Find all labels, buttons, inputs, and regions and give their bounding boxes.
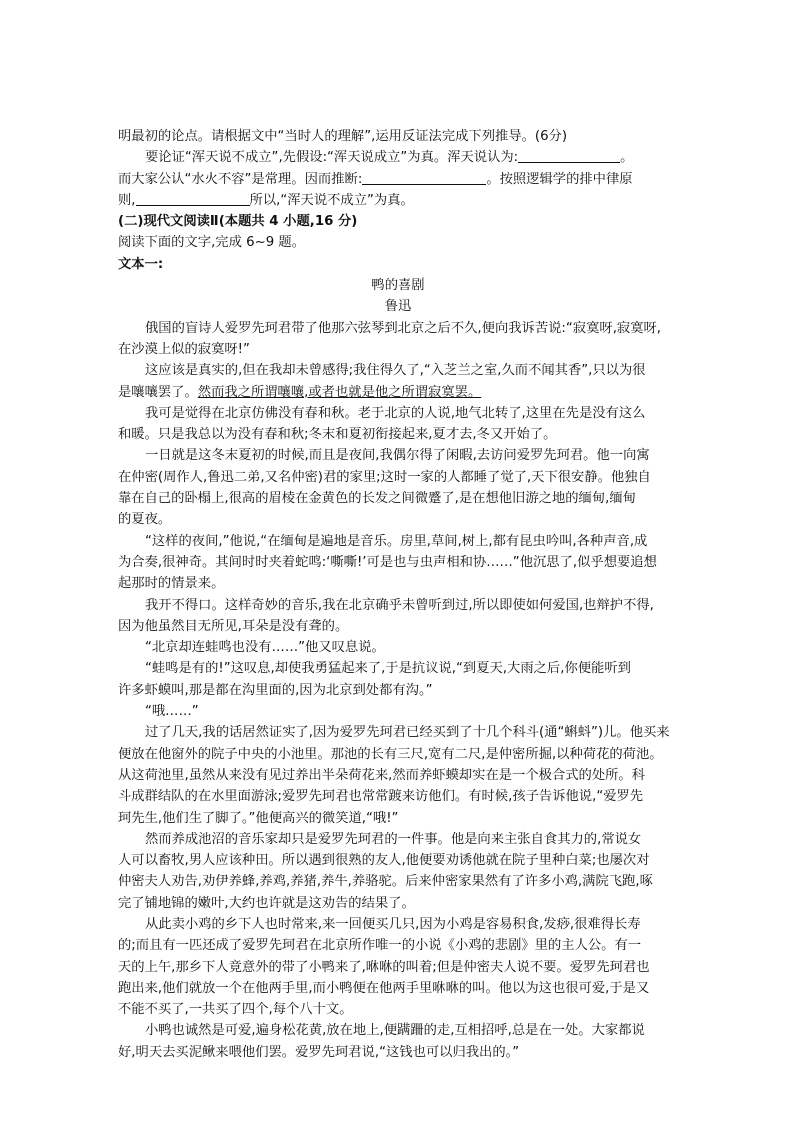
article-line: “北京却连蛙鸣也没有……”他又叹息说。 bbox=[145, 640, 385, 656]
article-line: 仲密夫人劝告,劝伊养蜂,养鸡,养猪,养牛,养骆驼。后来仲密家果然有了许多小鸡,满院飞跑,啄 bbox=[118, 874, 653, 890]
intro-text: 所以,“浑天说不成立”为真。 bbox=[249, 192, 414, 208]
intro-line-3 bbox=[118, 169, 678, 190]
answer-blank-2[interactable] bbox=[362, 171, 486, 185]
article-line: 好,明天去买泥鳅来喂他们罢。爱罗先珂君说,“这钱也可以归我出的。” bbox=[118, 1044, 520, 1060]
article-line: 和暖。只是我总以为没有春和秋;冬末和夏初衔接起来,夏才去,冬又开始了。 bbox=[118, 427, 557, 443]
article-line: 我可是觉得在北京仿佛没有春和秋。老于北京的人说,地气北转了,这里在先是没有这么 bbox=[145, 405, 646, 421]
article-line: 小鸭也诚然是可爱,遍身松花黄,放在地上,便蹒跚的走,互相招呼,总是在一处。大家都说 bbox=[145, 1023, 645, 1039]
article-line: 珂先生,他们生了脚了。”他便高兴的微笑道,“哦!” bbox=[118, 810, 399, 826]
article-line: “哦……” bbox=[145, 704, 199, 720]
intro-text: 而大家公认“水火不容”是常理。因而推断: bbox=[118, 171, 363, 187]
article-line: 天的上午,那乡下人竟意外的带了小鸭来了,咻咻的叫着;但是仲密夫人说不要。爱罗先珂君也 bbox=[118, 959, 650, 975]
article-line: 完了铺地锦的嫩叶,大约也许就是这劝告的结果了。 bbox=[118, 895, 415, 911]
article-line: 因为他虽然目无所见,耳朵是没有聋的。 bbox=[118, 618, 349, 634]
article-line: 这应该是真实的,但在我却未曾感得;我住得久了,“入芝兰之室,久而不闻其香”,只以为很 bbox=[145, 363, 646, 379]
article-line: 俄国的盲诗人爱罗先珂君带了他那六弦琴到北京之后不久,便向我诉苦说:“寂寞呀,寂寞呀, bbox=[145, 320, 662, 336]
article-line: 靠在自己的卧榻上,很高的眉棱在金黄色的长发之间微蹙了,是在想他旧游之地的缅甸,缅甸 bbox=[118, 491, 636, 507]
article-line: 人可以畜牧,男人应该种田。所以遇到很熟的友人,他便要劝诱他就在院子里种白菜;也屡次对 bbox=[118, 853, 650, 869]
article-line: 过了几天,我的话居然证实了,因为爱罗先珂君已经买到了十几个科斗(通“蝌蚪”)儿。他买来 bbox=[145, 725, 670, 741]
article-line: 跑出来,他们就放一个在他两手里,而小鸭便在他两手里咻咻的叫。他以为这也很可爱,于是又 bbox=[118, 980, 650, 996]
article-line: 一日就是这冬末夏初的时候,而且是夜间,我偶尔得了闲暇,去访问爱罗先珂君。他一向寓 bbox=[145, 448, 650, 464]
article-line: 不能不买了,一共买了四个,每个八十文。 bbox=[118, 1002, 353, 1018]
article-line: 为合奏,很神奇。其间时时夹着蛇鸣:‘嘶嘶!’可是也与虫声相和协……”他沉思了,似乎想要追想 bbox=[118, 554, 657, 570]
intro-line-4 bbox=[118, 190, 678, 211]
article-body bbox=[118, 318, 678, 1063]
intro-line-2 bbox=[118, 147, 678, 168]
article-title: 鸭的喜剧 bbox=[371, 278, 425, 294]
article-line: 的;而且有一匹还成了爱罗先珂君在北京所作唯一的小说《小鸡的悲剧》里的主人公。有一 bbox=[118, 938, 642, 954]
article-line: 从这荷池里,虽然从来没有见过养出半朵荷花来,然而养虾蟆却实在是一个极合式的处所。科 bbox=[118, 767, 646, 783]
section-instruction: 阅读下面的文字,完成 6~9 题。 bbox=[118, 235, 306, 251]
article-line: 起那时的情景来。 bbox=[118, 576, 225, 592]
article-line: 便放在他窗外的院子中央的小池里。那池的长有三尺,宽有二尺,是仲密所掘,以种荷花的荷池。 bbox=[118, 746, 663, 762]
answer-blank-1[interactable] bbox=[518, 149, 620, 163]
text-label: 文本一: bbox=[118, 256, 164, 272]
intro-text: 则, bbox=[118, 192, 136, 208]
intro-text: 要论证“浑天说不成立”,先假设:“浑天说成立”为真。浑天说认为: bbox=[145, 150, 519, 166]
intro-text: 。 bbox=[620, 150, 634, 166]
article-line: “蛙鸣是有的!”这叹息,却使我勇猛起来了,于是抗议说,“到夏天,大雨之后,你便能听到 bbox=[145, 661, 631, 677]
underlined-sentence: 然而我之所谓嚷嚷,或者也就是他之所谓寂寞罢。 bbox=[197, 384, 482, 400]
article-line bbox=[118, 382, 678, 403]
exam-page bbox=[118, 126, 678, 1063]
article-line: “这样的夜间,”他说,“在缅甸是遍地是音乐。房里,草间,树上,都有昆虫吟叫,各种声音,成 bbox=[145, 533, 648, 549]
article-text: 是嚷嚷罢了。 bbox=[118, 384, 198, 400]
answer-blank-3[interactable] bbox=[136, 192, 250, 206]
article-line: 的夏夜。 bbox=[118, 512, 172, 528]
article-line: 我开不得口。这样奇妙的音乐,我在北京确乎未曾听到过,所以即使如何爱国,也辩护不得, bbox=[145, 597, 654, 613]
article-line: 在沙漠上似的寂寞呀!” bbox=[118, 341, 250, 357]
article-line: 在仲密(周作人,鲁迅二弟,又名仲密)君的家里;这时一家的人都睡了觉了,天下很安静。他独自 bbox=[118, 469, 651, 485]
intro-text: 。按照逻辑学的排中律原 bbox=[486, 171, 633, 187]
article-author: 鲁迅 bbox=[384, 299, 412, 315]
article-line: 斗成群结队的在水里面游泳;爱罗先珂君也常常踱来访他们。有时候,孩子告诉他说,“爱罗先 bbox=[118, 789, 644, 805]
article-line: 然而养成池沼的音乐家却只是爱罗先珂君的一件事。他是向来主张自食其力的,常说女 bbox=[145, 831, 642, 847]
section-heading: (二)现代文阅读Ⅱ(本题共 4 小题,16 分) bbox=[118, 214, 358, 230]
article-line: 从此卖小鸡的乡下人也时常来,来一回便买几只,因为小鸡是容易积食,发痧,很难得长寿 bbox=[145, 916, 641, 932]
article-line: 许多虾蟆叫,那是都在沟里面的,因为北京到处都有沟。” bbox=[118, 682, 433, 698]
intro-line-1: 明最初的论点。请根据文中“当时人的理解”,运用反证法完成下列推导。(6分) bbox=[118, 129, 568, 144]
